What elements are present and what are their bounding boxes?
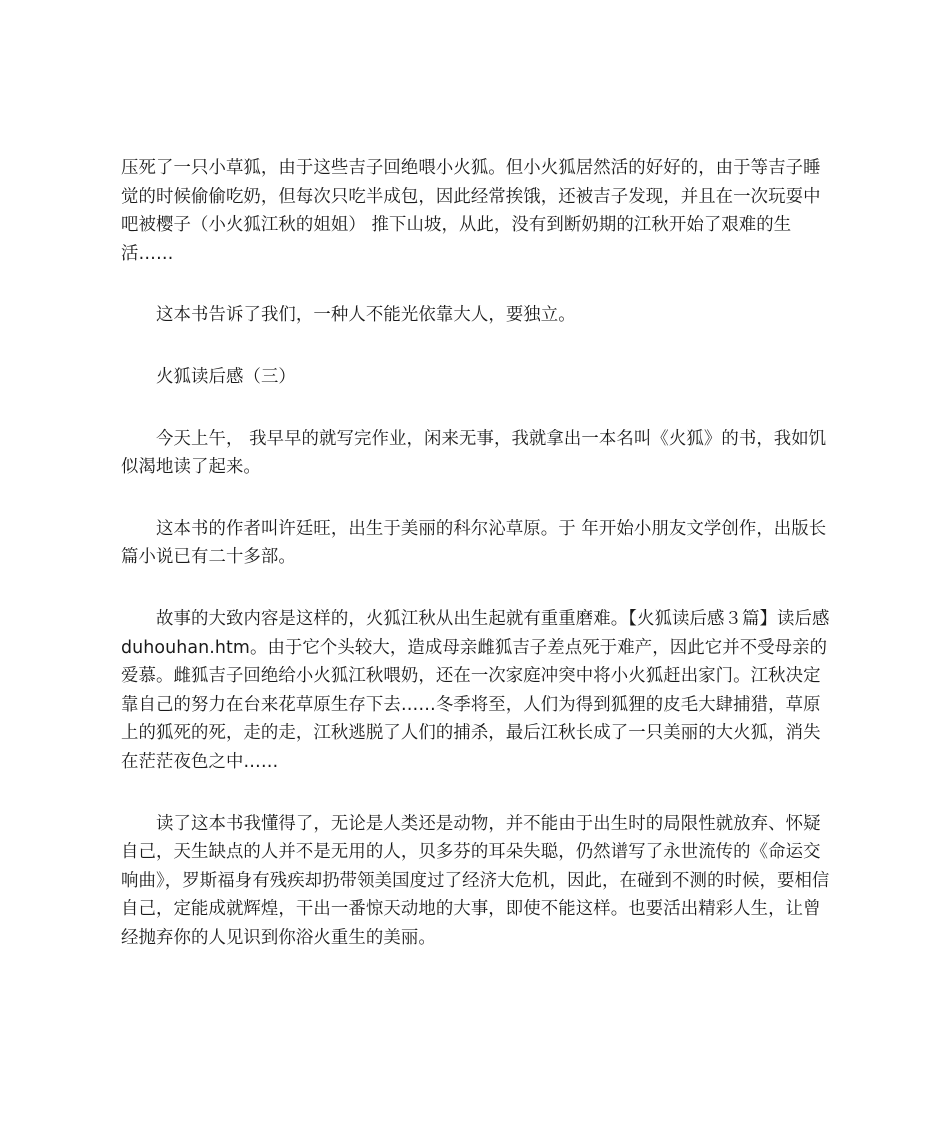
document-body — [121, 154, 836, 952]
paragraph-plot: 故事的大致内容是这样的，火狐江秋从出生起就有重重磨难。【火狐读后感３篇】读后感 duhouhan.htm。由于它个头较大，造成母亲雌狐吉子差点死于难产，因此它并不受母亲的爱慕。雌狐吉子回绝给小火狐江秋喂奶，还在一次家庭冲突中将小火狐赶出家门。江秋决定靠自己的努力在台来花草原生存下去……冬季将至，人们为得到狐狸的皮毛大肆捕猎，草原上的狐死的死，走的走，江秋逃脱了人们的捕杀，最后江秋长成了一只美丽的大火狐，消失在茫茫夜色之中…… — [121, 608, 830, 772]
paragraph-story-continued: 压死了一只小草狐，由于这些吉子回绝喂小火狐。但小火狐居然活的好好的，由于等吉子睡觉的时候偷偷吃奶，但每次只吃半成包，因此经常挨饿，还被吉子发现，并且在一次玩耍中吧被樱子（小火狐江秋的姐姐） 推下山坡，从此，没有到断奶期的江秋开始了艰难的生活…… — [121, 158, 821, 264]
paragraph-lesson: 这本书告诉了我们，一种人不能光依靠大人，要独立。 — [156, 305, 576, 326]
paragraph-intro: 今天上午， 我早早的就写完作业，闲来无事，我就拿出一本名叫《火狐》的书，我如饥似渴地读了起来。 — [121, 428, 827, 478]
section-heading: 火狐读后感（三） — [156, 366, 296, 387]
paragraph-reflection: 读了这本书我懂得了，无论是人类还是动物，并不能由于出生时的局限性就放弃、怀疑自己，天生缺点的人并不是无用的人，贝多芬的耳朵失聪，仍然谱写了永世流传的《命运交响曲》，罗斯福身有残疾却扔带领美国度过了经济大危机，因此，在碰到不测的时候，要相信自己，定能成就辉煌，干出一番惊天动地的大事，即使不能这样。也要活出精彩人生，让曾经抛弃你的人见识到你浴火重生的美丽。 — [121, 813, 830, 948]
paragraph-author: 这本书的作者叫许廷旺，出生于美丽的科尔沁草原。于 年开始小朋友文学创作，出版长篇小说已有二十多部。 — [121, 518, 827, 568]
